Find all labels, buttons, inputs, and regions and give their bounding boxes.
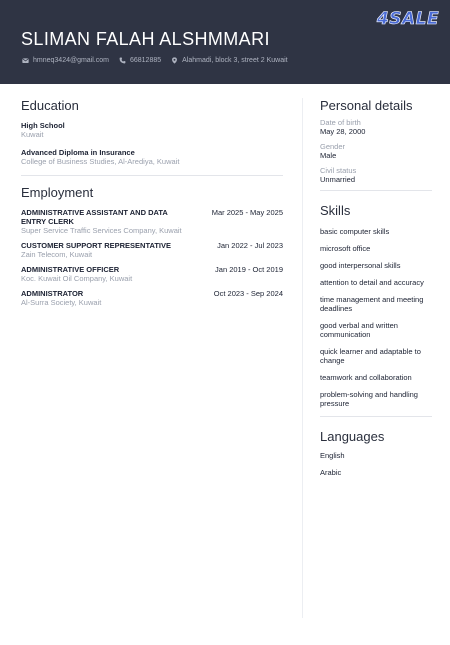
- employment-item: [21, 265, 283, 283]
- skill-item: problem-solving and handling pressure: [320, 390, 418, 408]
- skills-title: Skills: [320, 203, 351, 218]
- employment-item: [21, 208, 283, 235]
- job-dates: Oct 2023 - Sep 2024: [213, 289, 283, 298]
- address-text: Alahmadi, block 3, street 2 Kuwait: [182, 57, 288, 64]
- employment-title: Employment: [21, 185, 94, 200]
- job-role: ADMINISTRATIVE ASSISTANT AND DATA ENTRY CLERK: [21, 208, 168, 226]
- skills-section: [320, 203, 432, 408]
- languages-title: Languages: [320, 429, 385, 444]
- job-dates: Jan 2019 - Oct 2019: [215, 265, 283, 274]
- watermark-text: 4SALE: [376, 8, 440, 29]
- 4sale-watermark-logo: [374, 7, 442, 30]
- language-item: Arabic: [320, 468, 342, 477]
- section-divider: [21, 175, 283, 176]
- detail-label: Civil status: [320, 166, 357, 175]
- education-school: Kuwait: [21, 130, 44, 139]
- job-company: Super Service Traffic Services Company, Kuwait: [21, 226, 182, 235]
- phone-contact: [119, 57, 161, 64]
- skill-item: microsoft office: [320, 244, 371, 253]
- personal-details-section: [320, 98, 432, 184]
- job-role: ADMINISTRATOR: [21, 289, 84, 298]
- envelope-icon: [22, 57, 29, 64]
- phone-text: 66812885: [129, 57, 162, 64]
- skill-item: teamwork and collaboration: [320, 373, 412, 382]
- education-school: College of Business Studies, Al-Arediya, Kuwait: [21, 157, 180, 166]
- resume-header: [0, 0, 450, 84]
- employment-section: [21, 185, 283, 307]
- education-degree: Advanced Diploma in Insurance: [21, 148, 135, 157]
- phone-icon: [119, 57, 126, 64]
- job-company: Zain Telecom, Kuwait: [21, 250, 93, 259]
- employment-item: [21, 289, 283, 307]
- education-item: [21, 148, 283, 166]
- main-column: [21, 98, 283, 313]
- skill-item: basic computer skills: [320, 227, 390, 236]
- location-pin-icon: [171, 57, 178, 64]
- detail-value: Male: [320, 151, 337, 160]
- detail-label: Date of birth: [320, 118, 361, 127]
- job-dates: Mar 2025 - May 2025: [211, 208, 283, 217]
- education-title: Education: [21, 98, 79, 113]
- job-role: CUSTOMER SUPPORT REPRESENTATIVE: [21, 241, 172, 250]
- detail-value: May 28, 2000: [320, 127, 366, 136]
- skill-item: attention to detail and accuracy: [320, 278, 424, 287]
- job-company: Koc. Kuwait Oil Company, Kuwait: [21, 274, 133, 283]
- personal-detail-item: [320, 142, 432, 160]
- skill-item: good verbal and written communication: [320, 321, 398, 339]
- column-divider: [302, 98, 303, 618]
- personal-detail-item: [320, 118, 432, 136]
- job-company: Al-Surra Society, Kuwait: [21, 298, 102, 307]
- personal-detail-item: [320, 166, 432, 184]
- candidate-name: SLIMAN FALAH ALSHMMARI: [21, 29, 270, 49]
- job-dates: Jan 2022 - Jul 2023: [217, 241, 283, 250]
- employment-item: [21, 241, 283, 259]
- education-degree: High School: [21, 121, 65, 130]
- language-item: English: [320, 451, 345, 460]
- personal-details-title: Personal details: [320, 98, 413, 113]
- section-divider: [320, 190, 432, 191]
- skill-item: good interpersonal skills: [320, 261, 401, 270]
- contact-info: [22, 57, 288, 64]
- detail-value: Unmarried: [320, 175, 356, 184]
- address-contact: [171, 57, 287, 64]
- education-section: [21, 98, 283, 166]
- email-text: hmneq3424@gmail.com: [33, 57, 109, 64]
- email-contact: [22, 57, 109, 64]
- job-role: ADMINISTRATIVE OFFICER: [21, 265, 120, 274]
- detail-label: Gender: [320, 142, 346, 151]
- skill-item: time management and meeting deadlines: [320, 295, 424, 313]
- education-item: [21, 121, 283, 139]
- languages-section: [320, 429, 432, 477]
- section-divider: [320, 416, 432, 417]
- skill-item: quick learner and adaptable to change: [320, 347, 421, 365]
- sidebar-column: [320, 98, 432, 485]
